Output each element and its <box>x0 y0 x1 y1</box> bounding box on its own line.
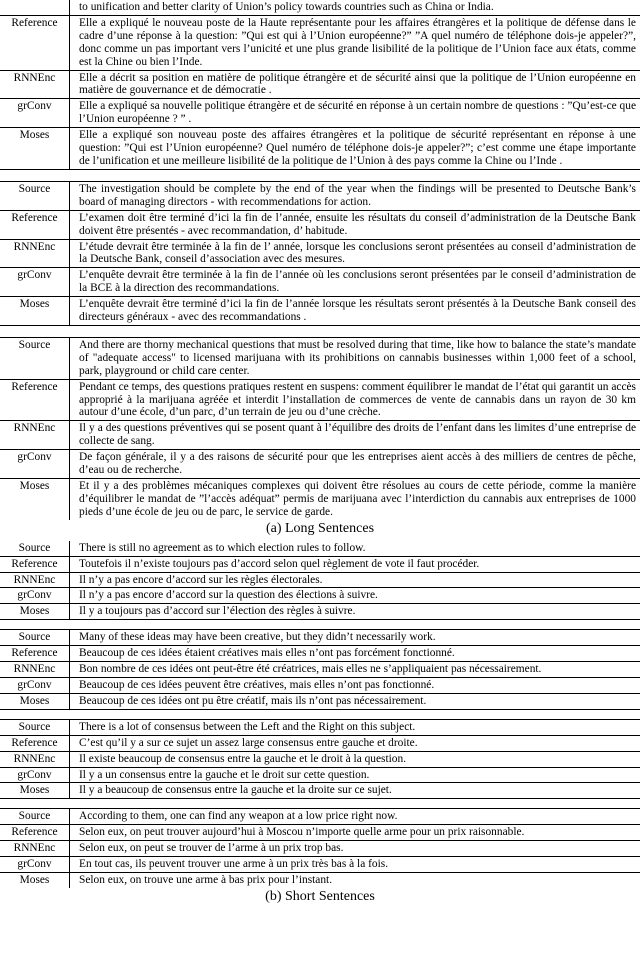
row-label: RNNEnc <box>0 240 70 268</box>
row-label: grConv <box>0 857 70 872</box>
row-text: C’est qu’il y a sur ce sujet un assez large consensus entre gauche et droite. <box>79 736 418 749</box>
row-text: L’examen doit être terminé d’ici la fin de l’année, ensuite les résultats du conseil d’administration de la Deutsche Bank doivent être présentés - avec recommandation, d’ habitude. <box>79 211 636 237</box>
row-text: Et il y a des problèmes mécaniques complexes qui doivent être résolues au cours de cette période, comme la manière d’équilibrer le mandat de ”l’accès adéquat” permis de marijuana avec l’interdiction du cannabis aux entreprises de 1000 pieds d’une école de jeu ou de parc, le service de garde. <box>79 480 636 518</box>
table-row <box>0 752 640 768</box>
table-row <box>0 825 640 841</box>
table-row <box>0 573 640 589</box>
table-row <box>0 479 640 520</box>
table-row <box>0 768 640 784</box>
row-label: Reference <box>0 211 70 239</box>
row-text: Elle a décrit sa position en matière de politique étrangère et de sécurité ainsi que la politique de l’Union européenne en matière de gouvernance et de démocratie . <box>79 71 636 97</box>
table-row <box>0 736 640 752</box>
row-text: Il n’y a pas encore d’accord sur les règles électorales. <box>79 573 323 586</box>
table-row <box>0 783 640 798</box>
row-label: grConv <box>0 99 70 127</box>
row-label: Source <box>0 630 70 645</box>
row-label: RNNEnc <box>0 752 70 767</box>
row-label: Moses <box>0 694 70 709</box>
row-text: Elle a expliqué son nouveau poste des affaires étrangères et la politique de sécurité représentant en réponse à une question: ”Qui est l’Union européenne? Quel numéro de téléphone dois-je appeler?”; c’est comme une étape importante de l’unification et une meilleure lisibilité de la politique de l’Union à des pays comme la Chine ou l’Inde . <box>79 129 636 167</box>
row-label: RNNEnc <box>0 71 70 99</box>
example-group <box>0 630 640 710</box>
row-label: Reference <box>0 825 70 840</box>
table-row <box>0 128 640 169</box>
example-group <box>0 809 640 888</box>
row-label: Source <box>0 182 70 210</box>
row-text: to unification and better clarity of Union’s policy towards countries such as China or India. <box>79 1 494 13</box>
row-label: Reference <box>0 557 70 572</box>
row-text: Il y a toujours pas d’accord sur l’élection des règles à suivre. <box>79 605 356 618</box>
row-label: RNNEnc <box>0 841 70 856</box>
row-text: Il y a un consensus entre la gauche et le droit sur cette question. <box>79 768 370 781</box>
table-row <box>0 380 640 422</box>
table-row <box>0 71 640 100</box>
table-row <box>0 557 640 573</box>
row-label: Source <box>0 338 70 379</box>
table-row <box>0 268 640 297</box>
row-text: Il existe beaucoup de consensus entre la gauche et le droit à la question. <box>79 752 407 765</box>
table-row <box>0 873 640 888</box>
row-label: grConv <box>0 268 70 296</box>
table-row <box>0 588 640 604</box>
row-text: According to them, one can find any weapon at a low price right now. <box>79 810 398 823</box>
row-label: Reference <box>0 380 70 421</box>
row-text: Il n’y a pas encore d’accord sur la question des élections à suivre. <box>79 589 378 602</box>
row-text: Il y a beaucoup de consensus entre la gauche et la droite sur ce sujet. <box>79 784 392 797</box>
row-label: RNNEnc <box>0 421 70 449</box>
table-row <box>0 16 640 71</box>
row-label: Source <box>0 720 70 735</box>
group-spacer <box>0 710 640 720</box>
row-label: RNNEnc <box>0 573 70 588</box>
row-text: De façon générale, il y a des raisons de sécurité pour que les entreprises aient accès à des milliers de centres de pêche, d’eau ou de recherche. <box>79 451 636 477</box>
row-label: grConv <box>0 450 70 478</box>
row-text: Pendant ce temps, des questions pratiques restent en suspens: comment équilibrer le mandat de l’état qui garantit un accès approprié à la marijuana agréée et interdit l’installation de commerces de vente de cannabis dans un rayon de 30 km autour d’une école, d’un parc, d’un terrain de jeu ou d’une crèche. <box>79 380 636 419</box>
example-group <box>0 0 640 170</box>
short-sentences-caption: (b) Short Sentences <box>265 888 375 904</box>
table-row <box>0 604 640 619</box>
row-text: Selon eux, on peut se trouver de l’arme à un prix trop bas. <box>79 842 344 855</box>
table-row <box>0 0 640 16</box>
row-text: The investigation should be complete by the end of the year when the findings will be presented to Deutsche Bank’s board of managing directors - with recommendations for action. <box>79 182 636 208</box>
row-label <box>0 0 70 15</box>
row-label: Source <box>0 541 70 556</box>
group-spacer <box>0 170 640 182</box>
table-row <box>0 857 640 873</box>
table-row <box>0 678 640 694</box>
table-row <box>0 662 640 678</box>
row-label: grConv <box>0 678 70 693</box>
row-text: There is still no agreement as to which election rules to follow. <box>79 541 366 554</box>
row-text: L’étude devrait être terminée à la fin de l’ année, lorsque les conclusions seront présentées au conseil d’administration de la Deutsche Bank, conseil d’association avec des mesures. <box>79 240 636 266</box>
row-text: Selon eux, on peut trouver aujourd’hui à Moscou n’importe quelle arme pour un prix raisonnable. <box>79 826 525 839</box>
table-row <box>0 211 640 240</box>
row-label: Moses <box>0 873 70 888</box>
table-row <box>0 421 640 450</box>
row-label: Moses <box>0 604 70 619</box>
row-text: Bon nombre de ces idées ont peut-être été créatrices, mais elles ne s’appliquaient pas nécessairement. <box>79 663 542 676</box>
long-sentences-caption: (a) Long Sentences <box>265 520 375 536</box>
row-text: Many of these ideas may have been creative, but they didn’t necessarily work. <box>79 631 436 644</box>
row-label: grConv <box>0 768 70 783</box>
row-text: Beaucoup de ces idées étaient créatives mais elles n’ont pas forcément fonctionné. <box>79 647 455 660</box>
table-row <box>0 182 640 211</box>
row-label: grConv <box>0 588 70 603</box>
table-row <box>0 646 640 662</box>
row-text: And there are thorny mechanical questions that must be resolved during that time, like how to balance the state’s mandate of "adequate access" to licensed marijuana with its prohibitions on cannabis businesses within 1,000 feet of a school, park, playground or child care center. <box>79 338 636 377</box>
row-label: Moses <box>0 783 70 798</box>
row-label: Reference <box>0 736 70 751</box>
example-group <box>0 338 640 520</box>
example-group <box>0 720 640 800</box>
group-spacer <box>0 620 640 630</box>
table-row <box>0 809 640 825</box>
short-sentences-section <box>0 541 640 888</box>
row-label: Moses <box>0 297 70 325</box>
row-text: Elle a expliqué le nouveau poste de la Haute représentante pour les affaires étrangères et la politique de défense dans le cadre d’une réponse à la question: ”Qui est qui à l’Union européenne?” ”A quel numéro de téléphone dois-je appeler?”, donc comme un pas important vers l’unicité et une plus grande lisibilité de la politique de l’Union face aux états, comme est la Chine ou bien l’Inde. <box>79 16 636 68</box>
row-label: Moses <box>0 479 70 520</box>
row-text: Beaucoup de ces idées peuvent être créatives, mais elles n’ont pas fonctionné. <box>79 678 435 691</box>
table-row <box>0 99 640 128</box>
table-row <box>0 694 640 709</box>
example-group <box>0 541 640 621</box>
group-spacer <box>0 326 640 338</box>
table-row <box>0 630 640 646</box>
row-label: RNNEnc <box>0 662 70 677</box>
row-text: There is a lot of consensus between the Left and the Right on this subject. <box>79 720 416 733</box>
table-row <box>0 720 640 736</box>
row-label: Reference <box>0 646 70 661</box>
row-label: Moses <box>0 128 70 169</box>
row-label: Reference <box>0 16 70 70</box>
row-text: Toutefois il n’existe toujours pas d’accord selon quel règlement de vote il faut procéder. <box>79 557 480 570</box>
table-row <box>0 338 640 380</box>
row-label: Source <box>0 809 70 824</box>
row-text: En tout cas, ils peuvent trouver une arme à un prix très bas à la fois. <box>79 858 389 871</box>
row-text: Elle a expliqué sa nouvelle politique étrangère et de sécurité en réponse à un certain nombre de questions : ”Qu’est-ce que l’Union européenne ? ” . <box>79 100 636 126</box>
row-text: L’enquête devrait être terminé d’ici la fin de l’année lorsque les résultats seront présentés à la Deutsche Bank conseil des directeurs généraux - avec des recommandations . <box>79 298 636 324</box>
row-text: Beaucoup de ces idées ont pu être créatif, mais ils n’ont pas nécessairement. <box>79 694 427 707</box>
table-row <box>0 240 640 269</box>
group-spacer <box>0 799 640 809</box>
table-row <box>0 541 640 557</box>
table-row <box>0 297 640 325</box>
row-text: Selon eux, on trouve une arme à bas prix pour l’instant. <box>79 873 333 886</box>
table-row <box>0 450 640 479</box>
table-row <box>0 841 640 857</box>
row-text: Il y a des questions préventives qui se posent quant à l’équilibre des droits de l’enfant dans les limites d’une entreprise de collecte de sang. <box>79 422 636 448</box>
example-group <box>0 182 640 326</box>
row-text: L’enquête devrait être terminée à la fin de l’année où les conclusions seront présentées par le conseil d’administration de la BCE à la direction des recommandations. <box>79 269 636 295</box>
